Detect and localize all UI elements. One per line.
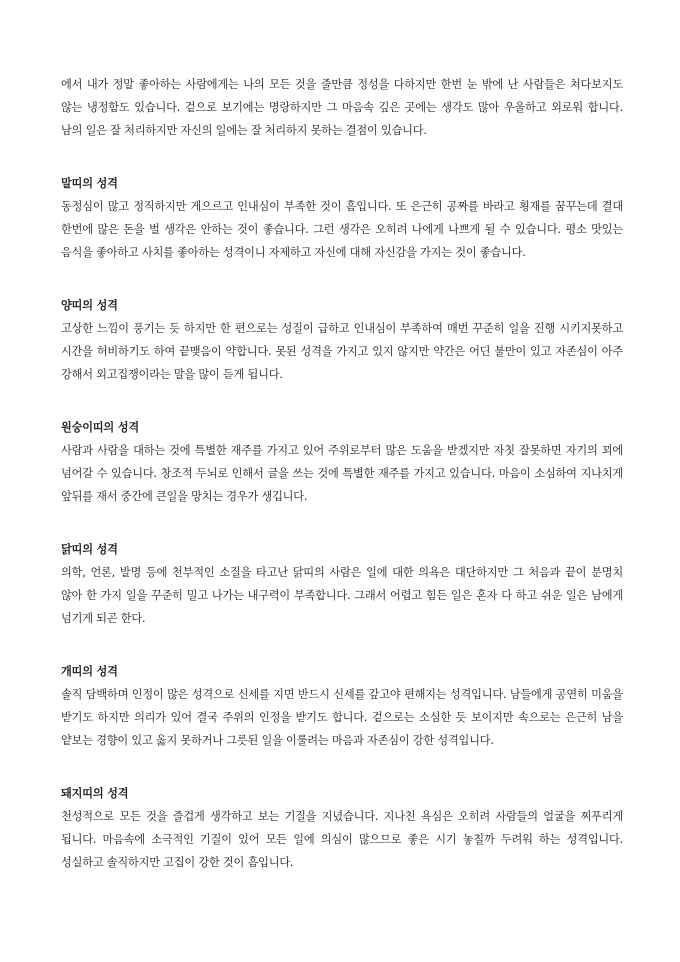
- section-monkey: [61, 418, 623, 508]
- section-body: 의학, 언론, 발명 등에 천부적인 소질을 타고난 닭띠의 사람은 일에 대한 의욕은 대단하지만 그 처음과 끝이 분명치 않아 한 가지 일을 꾸준히 밀고 나가는 내구력이 부족합니다. 그래서 어렵고 힘든 일은 혼자 다 하고 쉬운 일은 남에게 넘기게 되곤 한다.: [61, 566, 623, 625]
- section-body: 동정심이 많고 정직하지만 게으르고 인내심이 부족한 것이 흠입니다. 또 은근히 공짜를 바라고 횡재를 꿈꾸는데 결대 한번에 많은 돈을 벌 생각은 안하는 것이 좋습니다. 그런 생각은 오히려 나에게 나쁘게 될 수 있습니다. 평소 맛있는 음식을 좋아하고 사치를 좋아하는 성격이니 자제하고 자신에 대해 자신감을 가지는 것이 좋습니다.: [61, 200, 623, 259]
- section-title: 양띠의 성격: [61, 299, 118, 312]
- section-dog: [61, 662, 623, 752]
- section-body: 사람과 사람을 대하는 것에 특별한 재주를 가지고 있어 주위로부터 많은 도움을 받겠지만 자칫 잘못하면 자기의 꾀에 넘어갈 수 있습니다. 창조적 두뇌로 인해서 글을 쓰는 것에 특별한 재주를 가지고 있습니다. 마음이 소심하여 지나치게 앞뒤를 재서 중간에 큰일을 망치는 경우가 생깁니다.: [61, 444, 623, 503]
- section-body: 고상한 느낌이 풍기는 듯 하지만 한 편으로는 성질이 급하고 인내심이 부족하여 매번 꾸준히 일을 진행 시키지못하고 시간을 허비하기도 하여 끝맺음이 약합니다. 못된 성격을 가지고 있지 않지만 약간은 어딘 불만이 있고 자존심이 아주 강해서 외고집쟁이라는 말을 많이 듣게 됩니다.: [61, 322, 623, 381]
- section-pig: [61, 784, 623, 874]
- section-title: 돼지띠의 성격: [61, 787, 129, 800]
- section-body: 천성적으로 모든 것을 즐겁게 생각하고 보는 기질을 지녔습니다. 지나친 욕심은 오히려 사람들의 얼굴을 찌푸리게 됩니다. 마음속에 소극적인 기질이 있어 모든 일에 의심이 많으므로 좋은 시기 놓칠까 두려워 하는 성격입니다. 성실하고 솔직하지만 고집이 강한 것이 흠입니다.: [61, 810, 623, 869]
- intro-paragraph: 에서 내가 정말 좋아하는 사람에게는 나의 모든 것을 줄만큼 정성을 다하지만 한번 눈 밖에 난 사람들은 쳐다보지도 않는 냉정함도 있습니다. 겉으로 보기에는 명랑하지만 그 마음속 깊은 곳에는 생각도 많아 우울하고 외로워 합니다. 남의 일은 잘 처리하지만 자신의 일에는 잘 처리하지 못하는 결점이 있습니다.: [61, 78, 623, 137]
- document-page: [61, 73, 623, 874]
- section-horse: [61, 174, 623, 264]
- section-title: 말띠의 성격: [61, 177, 118, 190]
- section-title: 개띠의 성격: [61, 665, 118, 678]
- section-rooster: [61, 540, 623, 630]
- section-title: 원숭이띠의 성격: [61, 421, 139, 434]
- section-sheep: [61, 296, 623, 386]
- section-body: 솔직 담백하며 인정이 많은 성격으로 신세를 지면 반드시 신세를 갚고야 편해지는 성격입니다. 남들에게 공연히 미움을 받기도 하지만 의리가 있어 결국 주위의 인정을 받기도 합니다. 겉으로는 소심한 듯 보이지만 속으로는 은근히 남을 얕보는 경향이 있고 옳지 못하거나 그릇된 일을 이룰려는 마음과 자존심이 강한 성격입니다.: [61, 688, 623, 747]
- section-title: 닭띠의 성격: [61, 543, 118, 556]
